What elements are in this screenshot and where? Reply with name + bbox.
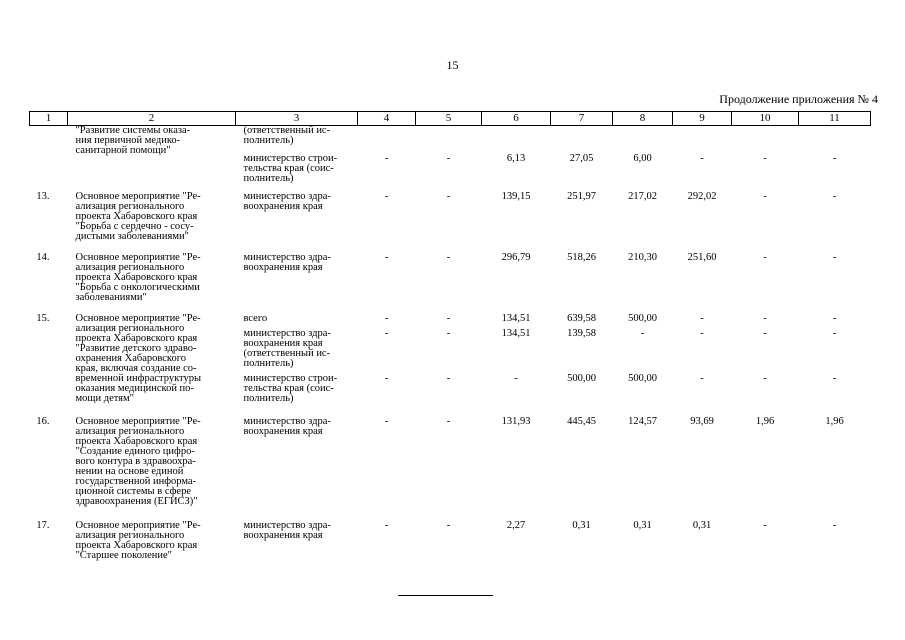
data-table	[29, 111, 871, 566]
value-col-9: -	[700, 152, 704, 164]
value-col-5: -	[446, 372, 451, 384]
value-col-8: 0,31	[633, 519, 652, 531]
value-col-6: 134,51	[501, 312, 531, 324]
value-col-10: -	[763, 519, 767, 531]
value-col-8: 6,00	[633, 152, 652, 164]
value-col-7: 518,26	[567, 251, 596, 263]
activity-name: Основное мероприятие "Ре- ализация регионального проекта Хабаровского края "Развитие детского здраво- охранения Хабаровского края, включая создание со- временной инфраструктуры оказания медицинской по- мощи детям"	[75, 312, 202, 404]
value-col-5: -	[446, 312, 451, 324]
value-col-7	[551, 126, 613, 149]
row-number	[30, 126, 68, 149]
value-col-9: 0,31	[692, 519, 712, 531]
activity-name: Основное мероприятие "Ре- ализация регионального проекта Хабаровского края "Создание единого цифро- вого контура в здравоохра- нении на основе единой государственной информа- ционной системы в сфере здравоохранения (ЕГИСЗ)"	[75, 415, 201, 507]
value-col-7: 0,31	[572, 519, 591, 531]
value-col-7: 639,58	[567, 312, 596, 324]
footnote-separator	[398, 595, 493, 596]
activity-name: Основное мероприятие "Ре- ализация регионального проекта Хабаровского края "Борьба с онкологическими заболеваниями"	[75, 251, 201, 303]
table-row	[30, 126, 871, 149]
value-col-8: 217,02	[628, 190, 657, 202]
value-col-4: -	[384, 190, 389, 202]
value-col-6: 131,93	[501, 415, 531, 427]
value-col-5: -	[446, 519, 451, 531]
activity-name: Основное мероприятие "Ре- ализация регионального проекта Хабаровского края "Борьба с сердечно - сосу- дистыми заболеваниями"	[75, 190, 201, 242]
executor: министерство здра- воохранения края	[243, 519, 331, 541]
value-col-4: -	[384, 251, 389, 263]
value-col-8	[613, 126, 673, 149]
col-header-11: 11	[799, 112, 871, 126]
value-col-9: -	[700, 327, 704, 339]
table-row	[30, 250, 871, 311]
value-col-9: 93,69	[690, 415, 714, 427]
value-col-5: -	[446, 152, 451, 164]
value-col-10: 1,96	[755, 415, 775, 427]
value-col-9: 292,02	[687, 190, 717, 202]
value-col-10: -	[763, 251, 767, 263]
value-col-10: -	[763, 312, 767, 324]
value-col-6: 139,15	[501, 190, 531, 202]
header-row	[30, 112, 871, 126]
value-col-10: -	[763, 152, 767, 164]
table-row	[30, 518, 871, 566]
value-col-9	[673, 126, 732, 149]
table-row	[30, 414, 871, 518]
value-col-10: -	[763, 372, 767, 384]
row-number: 13.	[36, 190, 50, 202]
value-col-11: -	[832, 251, 837, 263]
row-number: 14.	[36, 251, 50, 263]
value-col-7: 139,58	[567, 327, 596, 339]
value-col-7: 27,05	[569, 152, 594, 164]
col-header-9: 9	[673, 112, 732, 126]
value-col-11	[799, 126, 871, 149]
executor: всего	[243, 312, 268, 324]
value-col-9: -	[700, 372, 704, 384]
row-number	[30, 149, 68, 189]
row-number: 15.	[36, 312, 50, 324]
value-col-4: -	[384, 519, 389, 531]
page-number: 15	[446, 58, 459, 72]
value-col-11: -	[832, 327, 837, 339]
col-header-3: 3	[236, 112, 358, 126]
value-col-9: 251,60	[687, 251, 717, 263]
value-col-6: 2,27	[506, 519, 526, 531]
value-col-5: -	[446, 251, 451, 263]
col-header-2: 2	[68, 112, 236, 126]
value-col-6: 134,51	[501, 327, 531, 339]
value-col-4: -	[384, 372, 389, 384]
continuation-label: Продолжение приложения № 4	[719, 92, 878, 106]
executor: министерство здра- воохранения края	[243, 190, 331, 212]
table-row	[30, 311, 871, 329]
value-col-8: 124,57	[628, 415, 657, 427]
value-col-8: 500,00	[628, 312, 657, 324]
value-col-6: 6,13	[506, 152, 526, 164]
value-col-4: -	[384, 312, 389, 324]
value-col-8: -	[640, 327, 645, 339]
value-col-7: 445,45	[567, 415, 596, 427]
value-col-11: -	[832, 519, 837, 531]
value-col-7: 500,00	[567, 372, 596, 384]
activity-name: Основное мероприятие "Ре- ализация регионального проекта Хабаровского края "Старшее поколение"	[75, 519, 201, 561]
col-header-6: 6	[482, 112, 551, 126]
value-col-11: -	[832, 312, 837, 324]
executor: министерство строи- тельства края (соис- полнитель)	[243, 372, 338, 404]
value-col-11: -	[832, 372, 837, 384]
value-col-5: -	[446, 327, 451, 339]
col-header-8: 8	[613, 112, 673, 126]
activity-name: "Развитие системы оказа- ния первичной медико- санитарной помощи"	[75, 125, 191, 156]
executor: министерство здра- воохранения края (ответственный ис- полнитель)	[243, 327, 331, 369]
value-col-6: 296,79	[501, 251, 531, 263]
col-header-4: 4	[358, 112, 416, 126]
value-col-9: -	[700, 312, 704, 324]
value-col-6	[482, 126, 551, 149]
value-col-4: -	[384, 415, 389, 427]
value-col-8: 500,00	[628, 372, 657, 384]
value-col-10: -	[763, 327, 767, 339]
executor: (ответственный ис- полнитель)	[243, 125, 331, 146]
col-header-5: 5	[416, 112, 482, 126]
value-col-11: -	[832, 152, 837, 164]
table-row	[30, 189, 871, 250]
row-number	[30, 374, 68, 414]
value-col-11: -	[832, 190, 837, 202]
value-col-5: -	[446, 415, 451, 427]
row-number	[30, 329, 68, 374]
value-col-10: -	[763, 190, 767, 202]
value-col-4	[358, 126, 416, 149]
value-col-4: -	[384, 327, 389, 339]
value-col-5	[416, 126, 482, 149]
value-col-11: 1,96	[825, 415, 844, 427]
value-col-10	[732, 126, 799, 149]
col-header-1: 1	[30, 112, 68, 126]
value-col-8: 210,30	[628, 251, 657, 263]
row-number: 16.	[36, 415, 50, 427]
value-col-4: -	[384, 152, 389, 164]
row-number: 17.	[36, 519, 50, 531]
value-col-7: 251,97	[567, 190, 596, 202]
value-col-6: -	[514, 372, 518, 384]
col-header-7: 7	[551, 112, 613, 126]
col-header-10: 10	[732, 112, 799, 126]
executor: министерство строи- тельства края (соис- полнитель)	[243, 152, 338, 184]
value-col-5: -	[446, 190, 451, 202]
executor: министерство здра- воохранения края	[243, 415, 331, 437]
executor: министерство здра- воохранения края	[243, 251, 331, 273]
